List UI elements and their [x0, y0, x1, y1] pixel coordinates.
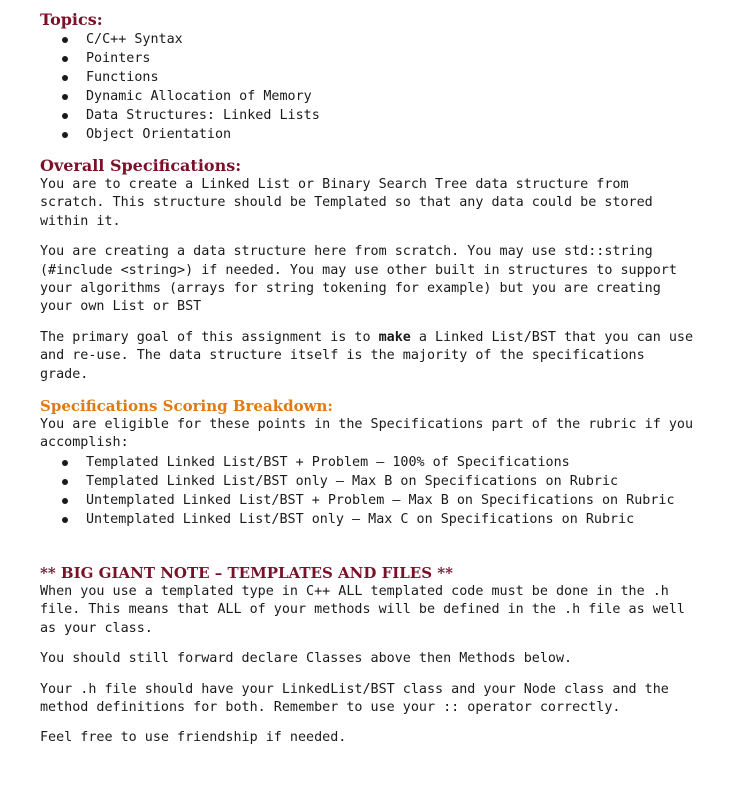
document-page: [40, 10, 740, 748]
list-item: Data Structures: Linked Lists: [40, 106, 740, 125]
overall-specifications-heading: Overall Specifications:: [40, 156, 242, 175]
bullet-icon: [62, 94, 68, 100]
scoring-intro: You are eligible for these points in the Specifications part of the rubric if you accomplish:: [40, 417, 694, 451]
bullet-icon: [62, 75, 68, 81]
note-paragraph-2: You should still forward declare Classes above then Methods below.: [40, 651, 573, 667]
note-paragraph-3: Your .h file should have your LinkedList/BST class and your Node class and the method definitions for both. Remember to use your :: operator correctly.: [40, 681, 669, 715]
emphasis-make: make: [378, 329, 411, 345]
list-item: Object Orientation: [40, 125, 740, 144]
list-item: Dynamic Allocation of Memory: [40, 87, 740, 106]
scoring-list: [40, 453, 740, 529]
list-item: Untemplated Linked List/BST only – Max C on Specifications on Rubric: [40, 510, 740, 529]
bullet-icon: [62, 460, 68, 466]
bullet-icon: [62, 479, 68, 485]
overall-paragraph-2: You are creating a data structure here from scratch. You may use std::string (#include <string>) if needed. You may use other built in structures to support your algorithms (arrays for string tokening for example) but you are creating your own List or BST: [40, 244, 677, 315]
list-item: Functions: [40, 68, 740, 87]
list-item: Pointers: [40, 49, 740, 68]
note-paragraph-4: Feel free to use friendship if needed.: [40, 730, 347, 746]
big-giant-note-heading: ** BIG GIANT NOTE – TEMPLATES AND FILES **: [40, 563, 453, 582]
list-item: Templated Linked List/BST only – Max B on Specifications on Rubric: [40, 472, 740, 491]
bullet-icon: [62, 56, 68, 62]
list-item: Templated Linked List/BST + Problem – 100% of Specifications: [40, 453, 740, 472]
bullet-icon: [62, 498, 68, 504]
bullet-icon: [62, 37, 68, 43]
bullet-icon: [62, 517, 68, 523]
bullet-icon: [62, 113, 68, 119]
list-item: C/C++ Syntax: [40, 30, 740, 49]
topics-heading: Topics:: [40, 10, 103, 29]
overall-paragraph-3: The primary goal of this assignment is to make a Linked List/BST that you can use and re-use. The data structure itself is the majority of the specifications grade.: [40, 329, 694, 382]
bullet-icon: [62, 132, 68, 138]
scoring-breakdown-heading: Specifications Scoring Breakdown:: [40, 397, 333, 416]
topics-list: [40, 30, 740, 144]
overall-paragraph-1: You are to create a Linked List or Binary Search Tree data structure from scratch. This structure should be Templated so that any data could be stored within it.: [40, 177, 653, 229]
note-paragraph-1: When you use a templated type in C++ ALL templated code must be done in the .h file. This means that ALL of your methods will be defined in the .h file as well as your class.: [40, 583, 685, 636]
list-item: Untemplated Linked List/BST + Problem – Max B on Specifications on Rubric: [40, 491, 740, 510]
